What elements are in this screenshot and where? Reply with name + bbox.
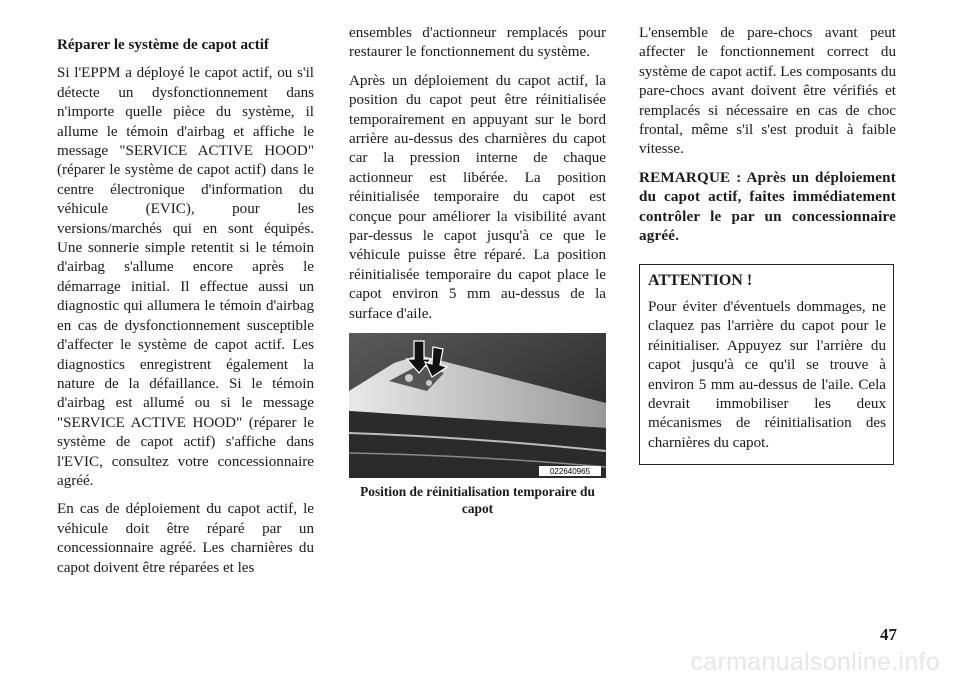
column-right — [639, 24, 896, 465]
paragraph: L'ensemble de pare-chocs avant peut affecter le fonctionnement correct du système de capot actif. Les composants du pare-chocs avant doivent être vérifiés et remplacés si nécessaire en cas de choc frontal, même s'il s'est produit à faible vitesse. — [639, 25, 896, 158]
figure-caption: Position de réinitialisation temporaire du capot — [360, 484, 595, 516]
watermark: carmanualsonline.info — [690, 648, 940, 676]
page-number: 47 — [880, 625, 897, 644]
paragraph: ensembles d'actionneur remplacés pour restaurer le fonctionnement du système. — [349, 25, 606, 61]
column-left — [57, 36, 314, 587]
attention-title: ATTENTION ! — [648, 272, 753, 290]
column-middle — [349, 24, 606, 517]
paragraph: Si l'EPPM a déployé le capot actif, ou s'il détecte un dysfonctionnement dans n'importe quelle pièce du système, il allume le témoin d'airbag et affiche le message "SERVICE ACTIVE HOOD" (réparer le système de capot actif) dans le centre électronique d'information du véhicule (EVIC), pour les versions/marchés qui en sont équipés. Une sonnerie simple retentit si le témoin d'airbag s'allume encore après le démarrage initial. Il effectue aussi un diagnostic qui allumera le témoin d'airbag en cas de dysfonctionnement susceptible d'affecter le système de capot actif. Les diagnostics enregistrent également la nature de la défaillance. Si le témoin d'airbag est allumé ou si le message "SERVICE ACTIVE HOOD" (réparer le système de capot actif) s'affiche dans l'EVIC, consultez votre concessionnaire agréé. — [57, 65, 314, 489]
hood-reset-photo — [349, 333, 606, 478]
paragraph: En cas de déploiement du capot actif, le véhicule doit être réparé par un concessionnaire agréé. Les charnières du capot doivent être réparées et les — [57, 501, 314, 576]
attention-box — [639, 264, 894, 465]
section-heading: Réparer le système de capot actif — [57, 37, 269, 53]
paragraph: Après un déploiement du capot actif, la position du capot peut être réinitialisée temporairement en appuyant sur le bord arrière au-dessus des charnières du capot car la pression interne de chaque actionneur est libérée. La position réinitialisée temporaire du capot est conçue pour améliorer la visibilité avant par-dessus le capot jusqu'à ce que le véhicule puisse être réparé. La position réinitialisée temporaire du capot place le capot environ 5 mm au-dessus de la surface d'aile. — [349, 72, 606, 322]
figure-code: 022640965 — [549, 467, 591, 477]
hood-reset-figure — [349, 333, 606, 517]
attention-text: Pour éviter d'éventuels dommages, ne claquez pas l'arrière du capot pour le réinitialiser. Appuyez sur l'arrière du capot jusqu'à ce qu'il se trouve à environ 5 mm au-dessus de l'aile. Cela devrait immobiliser les deux mécanismes de réinitialisation des charnières du capot. — [648, 298, 886, 451]
remark-note: REMARQUE : Après un déploiement du capot actif, faites immédiatement contrôler le par un concessionnaire agréé. — [639, 169, 896, 245]
